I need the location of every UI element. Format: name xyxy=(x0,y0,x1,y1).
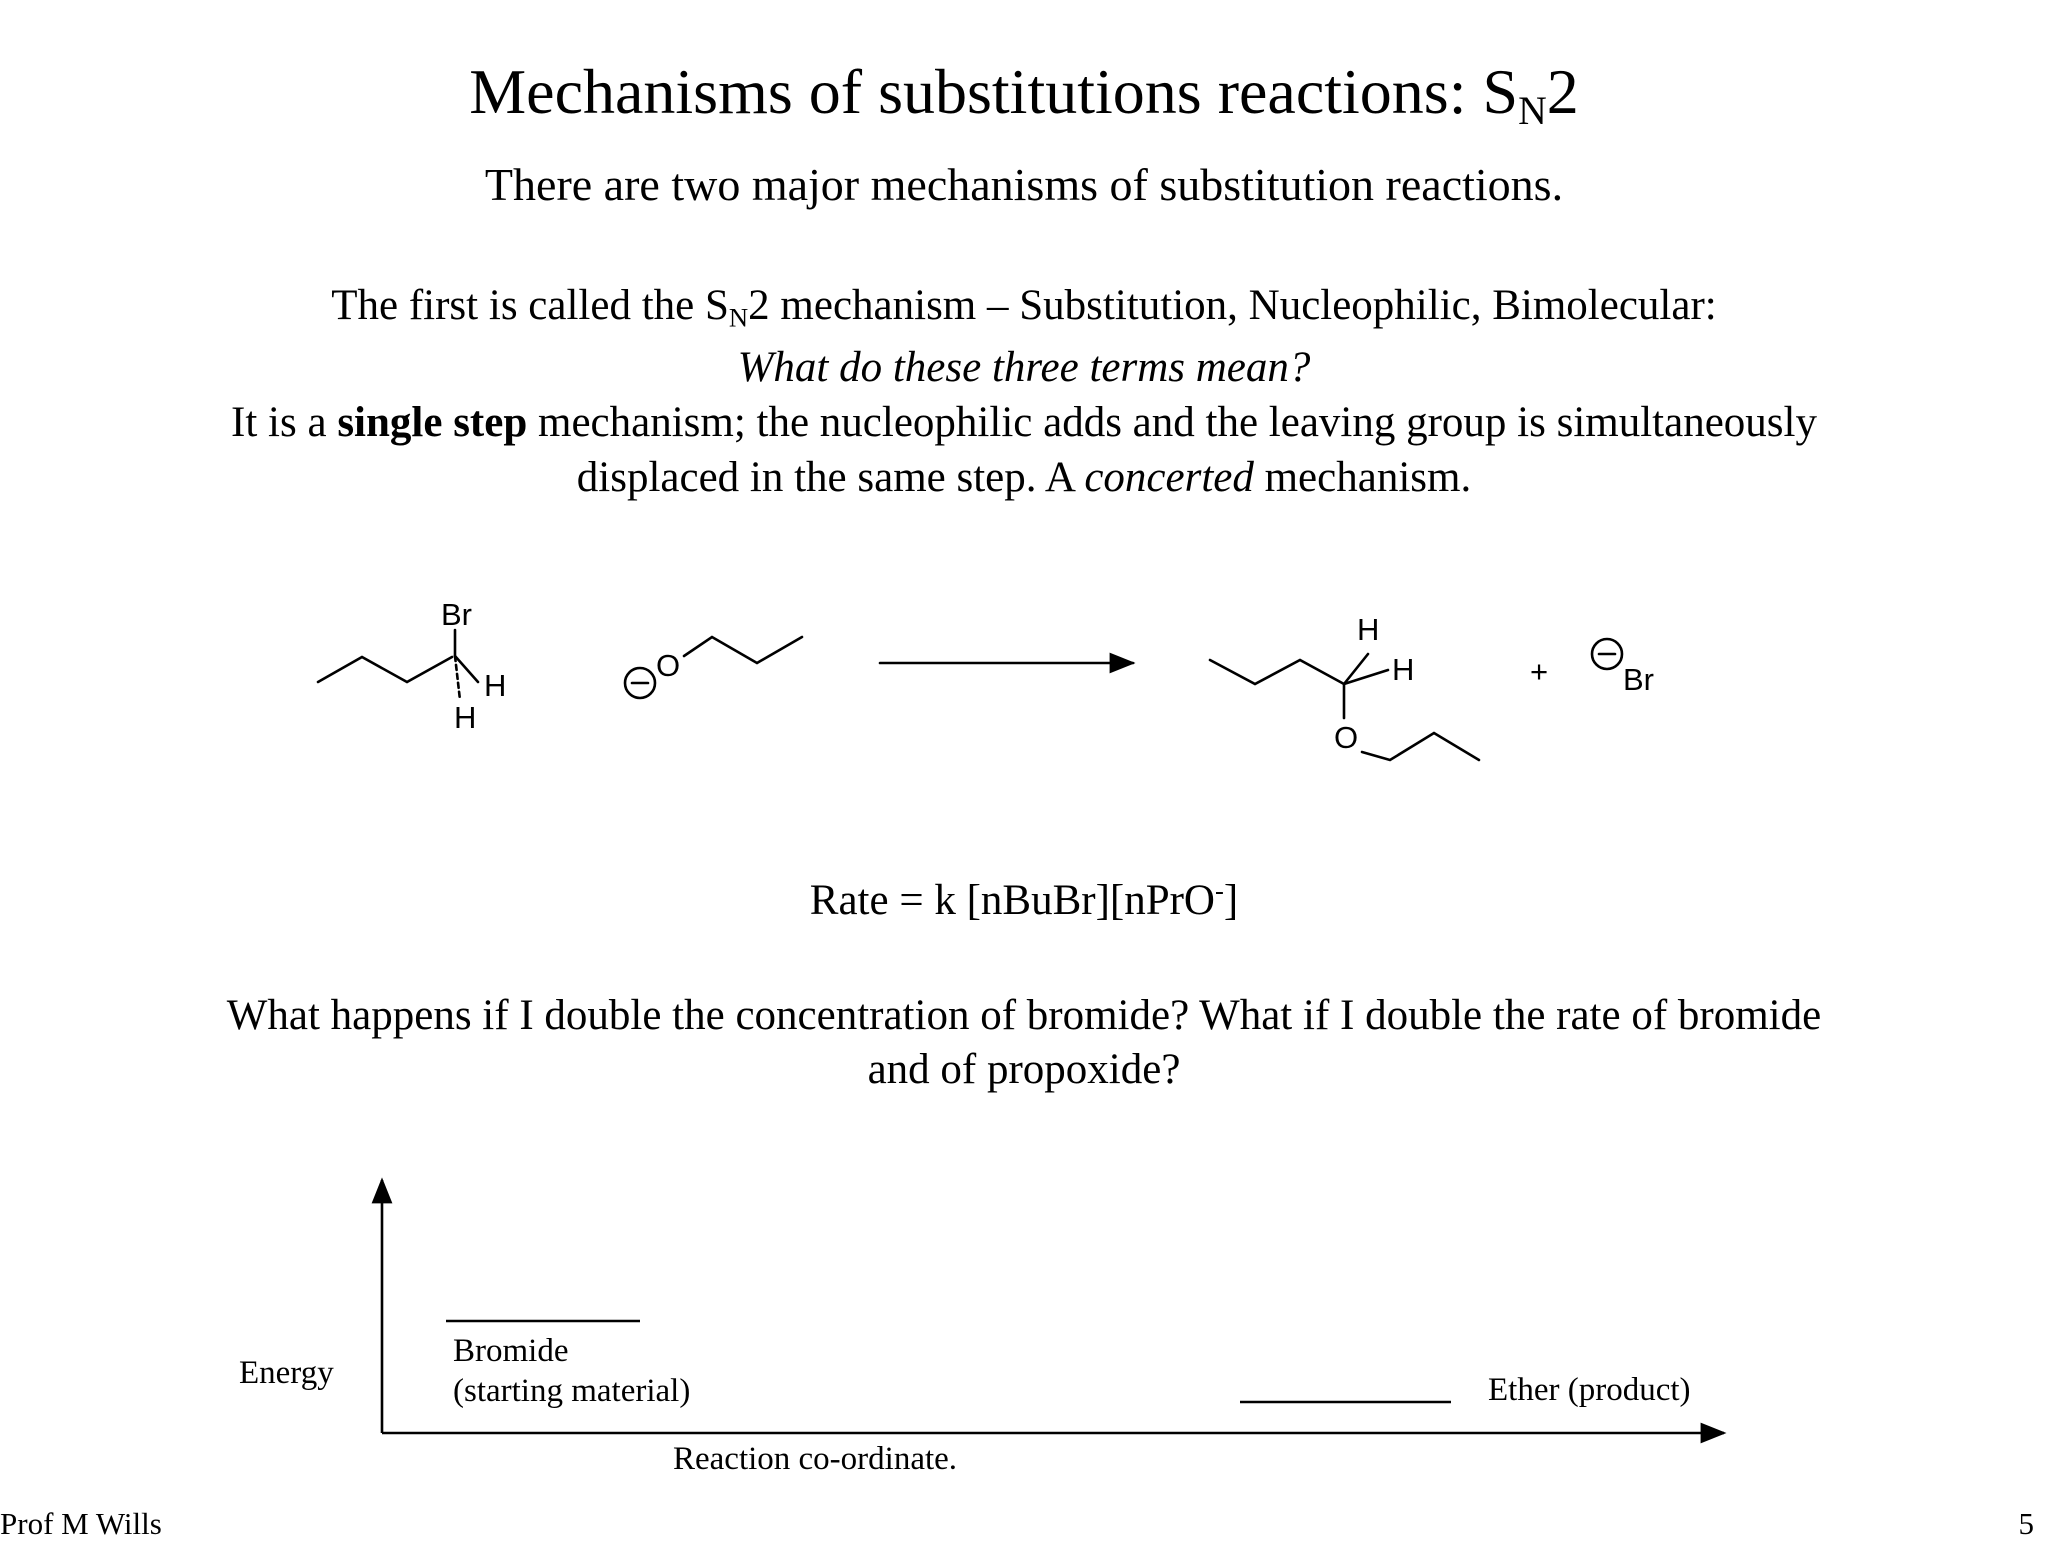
reaction-scheme xyxy=(318,630,1622,760)
atom-o-1: O xyxy=(656,648,681,683)
rate-equation: Rate = k [nBuBr][nPrO-] xyxy=(809,875,1239,924)
scheme-atom-labels xyxy=(441,597,1654,755)
concentration-question-cont: and of propoxide? xyxy=(867,1046,1181,1093)
concentration-question: What happens if I double the concentration of bromide? What if I double the rate of bromide xyxy=(226,992,1822,1039)
mechanism-description: It is a single step mechanism; the nucleophilic adds and the leaving group is simultaneously xyxy=(231,399,1817,446)
atom-h-4: H xyxy=(1392,652,1415,687)
atom-br-2: Br xyxy=(1623,662,1654,697)
plus-sign: + xyxy=(1530,654,1549,689)
atom-h-2: H xyxy=(454,700,477,735)
atom-h-1: H xyxy=(484,668,507,703)
reaction-coordinate-label: Reaction co-ordinate. xyxy=(673,1441,958,1477)
mechanism-description-cont: displaced in the same step. A concerted mechanism. xyxy=(576,454,1472,501)
starting-material-label: Bromide xyxy=(453,1333,569,1369)
atom-br-1: Br xyxy=(441,597,472,632)
slide-title: Mechanisms of substitutions reactions: $S_N2$ xyxy=(469,56,1579,134)
intro-text: There are two major mechanisms of substitution reactions. xyxy=(484,159,1564,210)
energy-axis-label: Energy xyxy=(239,1355,334,1391)
propoxide xyxy=(625,637,802,698)
sn2-definition: The first is called the $S_N2$ mechanism – Substitution, Nucleophilic, Bimolecular: xyxy=(331,282,1717,333)
atom-o-2: O xyxy=(1334,720,1359,755)
starting-material-sublabel: (starting material) xyxy=(453,1373,691,1409)
terms-question: What do these three terms mean? xyxy=(737,344,1311,391)
product-label: Ether (product) xyxy=(1488,1372,1691,1408)
footer-author: Prof M Wills xyxy=(0,1506,162,1541)
atom-h-3: H xyxy=(1357,612,1380,647)
butyl-bromide xyxy=(318,630,478,700)
page-number: 5 xyxy=(2018,1506,2034,1541)
